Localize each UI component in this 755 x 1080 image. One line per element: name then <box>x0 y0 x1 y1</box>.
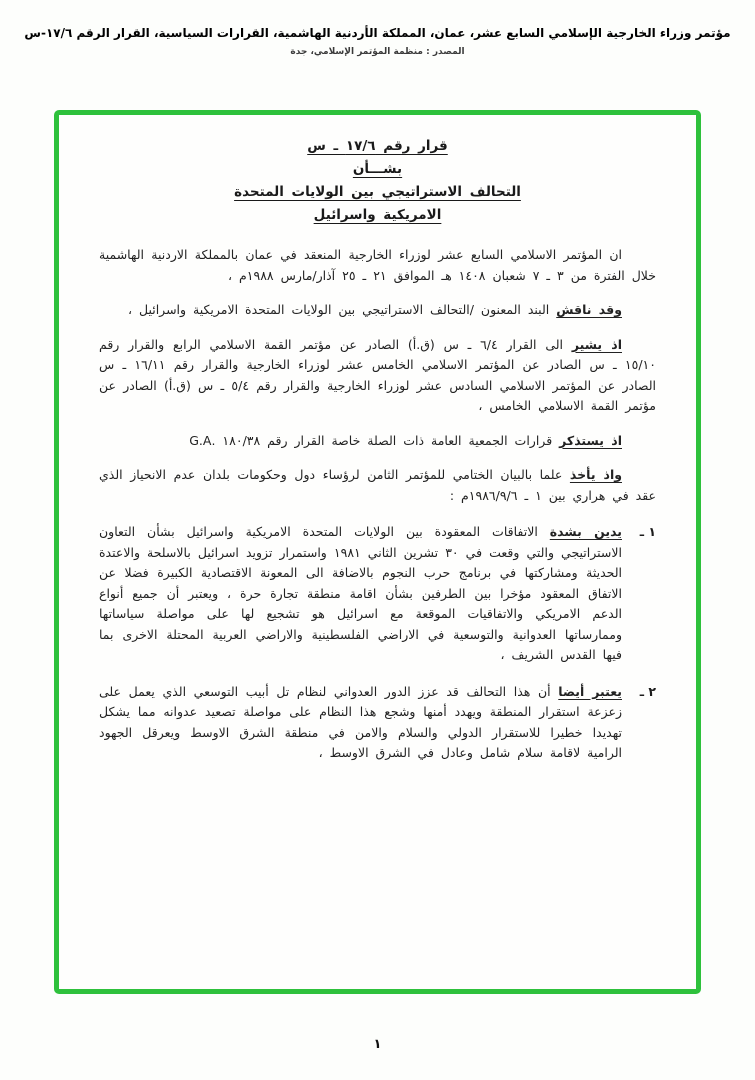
paragraph-lead: اذ يستذكر <box>559 432 622 448</box>
operative-item-1 <box>99 522 656 666</box>
resolution-subject-line2: الامريكية واسرائيل <box>313 207 442 223</box>
paragraph-lead: واذ يأخذ <box>569 467 622 482</box>
item-lead: يدين بشدة <box>549 524 622 539</box>
preamble-paragraph <box>99 300 656 321</box>
document-header <box>0 0 755 57</box>
paragraph-text: البند المعنون /التحالف الاستراتيجي بين الولايات المتحدة الامريكية واسرائيل ، <box>127 302 550 317</box>
item-number: ١ ـ <box>639 524 656 539</box>
paragraph-lead: اذ يشير <box>571 336 622 352</box>
paragraph-text: علما بالبيان الختامي للمؤتمر الثامن لرؤساء دول وحكومات بلدان عدم الانحياز الذي عقد في هراري بين ١ ـ ١٩٨٦/٩/٦م : <box>99 467 656 503</box>
paragraph-text: الى القرار ٦/٤ ـ س (ق.أ) الصادر عن مؤتمر القمة الاسلامي الرابع والقرار رقم ١٥/١٠ ـ س الصادر عن المؤتمر الاسلامي الخامس عشر لوزراء الخارجية والقرار رقم ١٦/١١ ـ س الصادر عن المؤتمر الاسلامي السادس عشر لوزراء الخارجية والقرار رقم ٥/٤ ـ س (ق.أ) الصادر عن مؤتمر القمة الاسلامي الخامس ، <box>99 336 656 413</box>
operative-item-2 <box>99 682 656 764</box>
paragraph-text: قرارات الجمعية العامة ذات الصلة خاصة القرار رقم ١٨٠/٣٨ .G.A <box>189 432 553 448</box>
document-frame <box>54 110 701 994</box>
paragraph-lead: وقد ناقش <box>556 302 622 317</box>
resolution-regarding: بشـــأن <box>352 161 403 177</box>
item-lead: يعتبر أيضا <box>558 683 622 699</box>
preamble-paragraph <box>99 465 656 506</box>
item-text: أن هذا التحالف قد عزز الدور العدواني لنظام تل أبيب التوسعي الذي يعمل على زعزعة استقرار المنطقة ويهدد أمنها وشجع هذا النظام على مواصلة تصعيد عدوانه مما يشكل تهديدا خطيرا للاستقرار الدولي والسلام والامن في منطقة الشرق الاوسط ويعرقل الجهود الرامية لاقامة سلام شامل وعادل في الشرق الاوسط ، <box>99 683 622 760</box>
page-number: ١ <box>373 1037 382 1052</box>
paragraph-text: ان المؤتمر الاسلامي السابع عشر لوزراء الخارجية المنعقد في عمان بالمملكة الاردنية الهاشمية خلال الفترة من ٣ ـ ٧ شعبان ١٤٠٨ هـ الموافق ٢١ ـ ٢٥ آذار/مارس ١٩٨٨م ، <box>99 247 656 283</box>
item-body <box>99 522 622 666</box>
header-source: المصدر : منظمة المؤتمر الإسلامي، جدة <box>290 47 465 57</box>
preamble-paragraph <box>99 245 656 286</box>
resolution-number: قرار رقم ١٧/٦ ـ س <box>307 138 448 154</box>
item-text: الاتفاقات المعقودة بين الولايات المتحدة الامريكية واسرائيل بشأن التعاون الاستراتيجي والتي وقعت في ٣٠ تشرين الثاني ١٩٨١ واستمرار تزويد اسرائيل بالاسلحة والاعتدة الحديثة ومشاركتها في برنامج حرب النجوم بالاضافة الى المعونة الاقتصادية الكبيرة فضلا عن الاتفاق المعقود مؤخرا بين الطرفين بشأن اقامة منطقة تجارة حرة ، ويعتبر أن جميع أنواع الدعم الامريكي والاتفاقيات الموقعة مع اسرائيل هو تشجيع لها على مواصلة سياساتها وممارساتها العدوانية والتوسعية في الاراضي الفلسطينية والاراضي العربية المحتلة الاخرى بما فيها القدس الشريف ، <box>99 524 622 662</box>
header-title: مؤتمر وزراء الخارجية الإسلامي السابع عشر، عمان، المملكة الأردنية الهاشمية، القرارات السياسية، القرار الرقم ١٧/٦-س <box>24 26 731 40</box>
preamble-paragraph <box>99 431 656 452</box>
item-number: ٢ ـ <box>639 683 656 699</box>
resolution-subject-line1: التحالف الاستراتيجي بين الولايات المتحدة <box>234 184 521 200</box>
preamble-paragraph <box>99 335 656 417</box>
item-body <box>99 682 622 764</box>
resolution-title-block <box>99 135 656 227</box>
